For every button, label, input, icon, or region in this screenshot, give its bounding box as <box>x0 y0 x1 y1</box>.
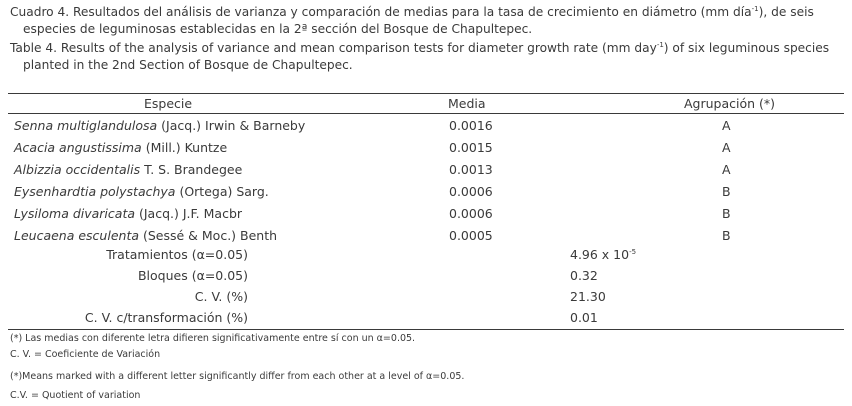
species-name: Leucaena esculenta <box>14 228 139 243</box>
mean-cell: 0.0016 <box>449 118 493 133</box>
stat-value: 0.32 <box>570 268 598 283</box>
group-cell: A <box>722 140 731 155</box>
note-es-cv: C. V. = Coeficiente de Variación <box>10 349 161 360</box>
group-cell: B <box>722 184 731 199</box>
table-bottom-rule <box>8 329 844 330</box>
mean-cell: 0.0013 <box>449 162 493 177</box>
stats-row <box>0 245 852 267</box>
stat-label: Bloques (α=0.05) <box>137 268 248 283</box>
species-name: Albizzia occidentalis <box>14 162 141 177</box>
table-row <box>0 203 852 225</box>
species-author: (Jacq.) J.F. Macbr <box>135 206 243 221</box>
species-name: Senna multiglandulosa <box>14 118 158 133</box>
caption-es-line2: especies de leguminosas establecidas en la 2ª sección del Bosque de Chapultepec. <box>23 22 533 36</box>
caption-es-line1: Cuadro 4. Resultados del análisis de varianza y comparación de medias para la tasa de crecimiento en diámetro (mm día$^{-1}$), de seis <box>10 4 814 19</box>
caption-spanish <box>10 4 814 38</box>
species-author: (Sessé & Moc.) Benth <box>139 228 278 243</box>
species-cell <box>14 228 277 243</box>
mean-cell: 0.0006 <box>449 184 493 199</box>
stat-label: C. V. (%) <box>194 289 248 304</box>
table-row <box>0 225 852 247</box>
species-author: (Jacq.) Irwin & Barneby <box>157 118 306 133</box>
header-species: Especie <box>144 96 193 111</box>
header-group: Agrupación (*) <box>684 96 776 111</box>
table-row <box>0 159 852 181</box>
species-cell <box>14 140 227 155</box>
species-name: Eysenhardtia polystachya <box>14 184 176 199</box>
group-cell: A <box>722 118 731 133</box>
stats-row <box>0 308 852 330</box>
species-cell <box>14 184 269 199</box>
species-cell <box>14 206 242 221</box>
mean-cell: 0.0005 <box>449 228 493 243</box>
stats-row <box>0 287 852 309</box>
caption-en-line2: planted in the 2nd Section of Bosque de Chapultepec. <box>23 58 353 72</box>
group-cell: A <box>722 162 731 177</box>
mean-cell: 0.0006 <box>449 206 493 221</box>
species-cell <box>14 162 242 177</box>
stat-label: Tratamientos (α=0.05) <box>106 247 248 262</box>
table-row <box>0 137 852 159</box>
caption-en-line1: Table 4. Results of the analysis of variance and mean comparison tests for diameter growth rate (mm day$^{-1}$) of six leguminous species <box>10 40 830 55</box>
species-cell <box>14 118 305 133</box>
group-cell: B <box>722 206 731 221</box>
stat-label: C. V. c/transformación (%) <box>84 310 248 325</box>
species-author: T. S. Brandegee <box>140 162 243 177</box>
species-author: (Mill.) Kuntze <box>141 140 228 155</box>
table-header-rule <box>8 113 844 114</box>
stat-value: 21.30 <box>570 289 606 304</box>
species-name: Acacia angustissima <box>14 140 142 155</box>
species-author: (Ortega) Sarg. <box>175 184 269 199</box>
stats-row <box>0 266 852 288</box>
stat-value: 0.01 <box>570 310 598 325</box>
table-row <box>0 115 852 137</box>
note-en-cv: C.V. = Quotient of variation <box>10 390 141 401</box>
stat-value: 4.96 x $10^{-5}$ <box>570 247 637 262</box>
mean-cell: 0.0015 <box>449 140 493 155</box>
note-es-significance: (*) Las medias con diferente letra difieren significativamente entre sí con un α=0.05. <box>10 333 416 344</box>
species-name: Lysiloma divaricata <box>14 206 136 221</box>
note-en-significance: (*)Means marked with a different letter significantly differ from each other at a level of α=0.05. <box>10 371 465 382</box>
table-row <box>0 181 852 203</box>
group-cell: B <box>722 228 731 243</box>
caption-english <box>10 40 829 74</box>
header-mean: Media <box>448 96 486 111</box>
